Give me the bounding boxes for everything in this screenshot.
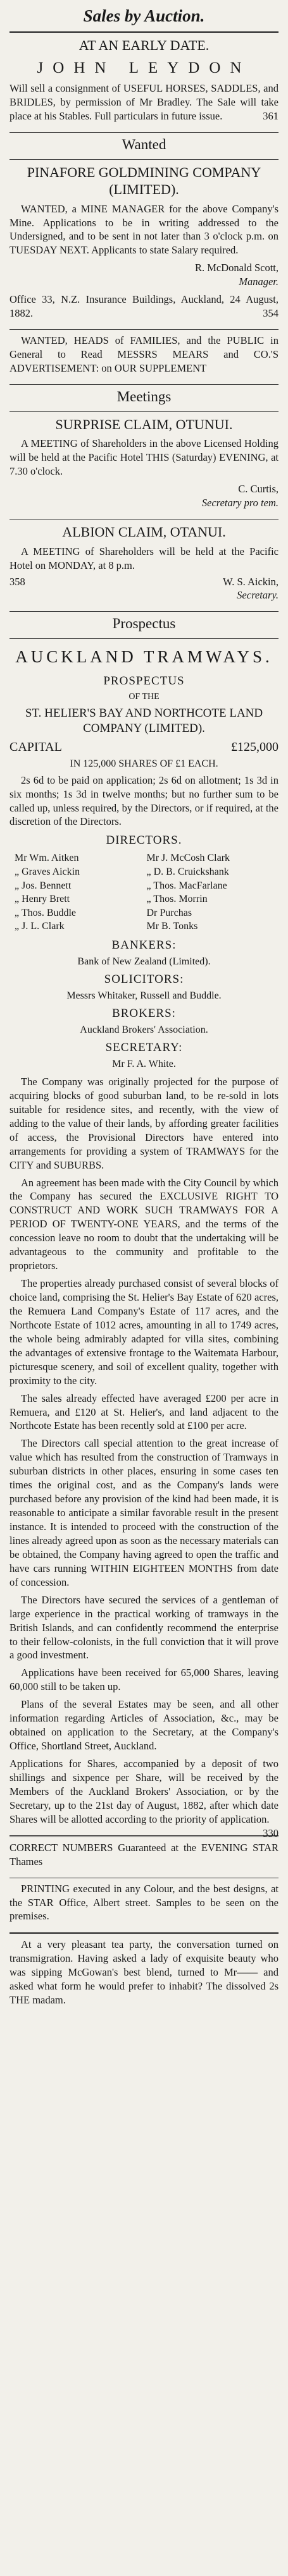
prospectus-paragraph: The Directors have secured the services of a gentleman of large experience in the practical working of tramways in the British Islands, and can confidently recommend the enterprise to their fellow-colonists, in the full conviction that it will prove a good investment. — [9, 1593, 279, 1662]
divider — [9, 159, 279, 160]
director: „ D. B. Cruickshank — [146, 866, 229, 877]
pinafore-advert — [9, 164, 279, 321]
shares-terms: 2s 6d to be paid on application; 2s 6d on allotment; 1s 3d in six months; 1s 3d in twelve months; but no further sum to be called up, unless required, by the Directors, or if required, at the discretion of the Directors. — [9, 774, 279, 828]
tramways-title: AUCKLAND TRAMWAYS. — [15, 647, 273, 667]
albion-ref: 358 — [9, 576, 25, 588]
bankers-heading: BANKERS: — [111, 938, 177, 952]
director: Mr Wm. Aitken — [15, 853, 79, 864]
families-advert — [9, 334, 279, 375]
closing-column — [9, 1938, 279, 2007]
closing-text: At a very pleasant tea party, the conversation turned on transmigration. Having asked a lady of exquisite beauty who was sipping McGowan's best blend, turned to Mr—— and asked what form he would prefer to inhabit? The dissolved 2s THE madam. — [9, 1938, 279, 2007]
director: „ Graves Aickin — [15, 866, 80, 877]
divider — [9, 31, 279, 33]
prospectus-paragraph: The Directors call special attention to the great increase of value which has resulted from the construction of Tramways in suburban districts in other places, ensuring in some cases ten times the original cost, and as the Company's lands were purchased before any provision of the kind had been made, it is reasonable to anticipate a similar favorable result in the present instance. It is intended to proceed with the construction of the lines already agreed upon as soon as the necessary materials can be obtained, the Company having agreed to open the traffic and have cars running WITHIN EIGHTEEN MONTHS from date of concession. — [9, 1437, 279, 1588]
divider — [9, 1835, 279, 1837]
surprise-role: Secretary pro tem. — [201, 497, 279, 509]
pinafore-text: WANTED, a MINE MANAGER for the above Company's Mine. Applications to be in writing addressed to the Undersigned, and to be sent in not later than 3 o'clock p.m. on TUESDAY NEXT. Applicants to state Salary required. — [9, 202, 279, 257]
section-band-wanted: Wanted — [122, 136, 166, 152]
pinafore-ref: 354 — [263, 307, 279, 320]
correct-numbers-advert — [9, 1841, 279, 1869]
albion-advert — [9, 523, 279, 602]
director: Mr J. McCosh Clark — [146, 853, 230, 864]
divider — [9, 638, 279, 639]
director: „ Thos. Buddle — [15, 907, 77, 918]
prospectus-paragraph: The sales already effected have averaged £200 per acre in Remuera, and £120 at St. Helier's, and land adjacent to the Northcote Estate has been recently sold at £100 per acre. — [9, 1392, 279, 1432]
printing-text: PRINTING executed in any Colour, and the best designs, at the STAR Office, Albert street. Samples to be seen on the premises. — [9, 1882, 279, 1923]
solicitors-heading: SOLICITORS: — [104, 972, 184, 986]
director: Mr B. Tonks — [146, 921, 198, 932]
albion-role: Secretary. — [237, 589, 279, 602]
directors-heading: DIRECTORS. — [106, 834, 182, 848]
section-band-prospectus: Prospectus — [112, 616, 176, 632]
prospectus-paragraph: Plans of the several Estates may be seen, and all other information regarding Articles of Association, &c., may be obtained on application to the Secretary, at the Company's Office, Shortland Street, Auckland. — [9, 1698, 279, 1753]
divider — [9, 384, 279, 385]
pinafore-signature: R. McDonald Scott, — [195, 262, 279, 274]
surprise-signature: C. Curtis, — [238, 483, 279, 495]
auctioneer-name: JOHN LEYDON — [37, 59, 251, 76]
director: Dr Purchas — [146, 907, 192, 918]
pinafore-address: Office 33, N.Z. Insurance Buildings, Auckland, 24 August, 1882. — [9, 293, 279, 320]
surprise-text: A MEETING of Shareholders in the above Licensed Holding will be held at the Pacific Hotel THIS (Saturday) EVENING, at 7.30 o'clock. — [9, 437, 279, 478]
section-title-sales: Sales by Auction. — [83, 6, 205, 25]
capital-value: £125,000 — [231, 739, 279, 754]
auction-ref: 361 — [263, 109, 279, 122]
surprise-title: SURPRISE CLAIM, OTUNUI. — [55, 416, 233, 432]
surprise-advert — [9, 416, 279, 510]
brokers-heading: BROKERS: — [112, 1006, 176, 1020]
brokers-value: Auckland Brokers' Association. — [80, 1024, 208, 1035]
divider — [9, 611, 279, 612]
divider — [9, 411, 279, 412]
of-the-label: OF THE — [128, 692, 160, 702]
prospectus-heading: PROSPECTUS — [103, 674, 185, 688]
prospectus-paragraph: The properties already purchased consist of several blocks of choice land, comprising the St. Helier's Bay Estate of 620 acres, the Remuera Land Company's Estate of 117 acres, and the Northcote Estate of 1012 acres, amounting in all to 1749 acres, the whole being admirably adapted for villa sites, combining the advantages of extensive frontage to the Waitemata Harbour, picturesque scenery, and soil of excellent quality, together with proximity to the city. — [9, 1277, 279, 1387]
section-band-meetings: Meetings — [116, 388, 172, 404]
divider — [9, 329, 279, 330]
company-name: ST. HELIER'S BAY AND NORTHCOTE LAND COMPANY (LIMITED). — [25, 707, 263, 735]
directors-list — [9, 851, 279, 933]
capital-row — [9, 740, 279, 755]
newspaper-page — [9, 0, 279, 2007]
tramways-prospectus — [9, 647, 279, 1839]
prospectus-paragraph: Applications for Shares, accompanied by a deposit of two shillings and sixpence per Share, will be received by the Members of the Auckland Brokers' Association, or by the Secretary, up to the 21st day of August, 1882, after which date Shares will be allotted according to the priority of application. — [9, 1758, 279, 1825]
albion-text: A MEETING of Shareholders will be held at the Pacific Hotel on MONDAY, at 8 p.m. — [9, 545, 279, 571]
director: „ Jos. Bennett — [15, 880, 72, 891]
prospectus-paragraph: Applications have been received for 65,000 Shares, leaving 60,000 still to be taken up. — [9, 1667, 279, 1693]
divider — [9, 1932, 279, 1934]
correct-numbers-text: CORRECT NUMBERS Guaranteed at the EVENING STAR Thames — [9, 1841, 279, 1868]
prospectus-paragraph: The Company was originally projected for the purpose of acquiring blocks of good suburban land, to be re-sold in lots suitable for residence sites, and recently, with the view of adding to the value of their lands, by affording greater facilities of access, the Provisional Directors have entered into arrangements for providing a system of TRAMWAYS for the CITY and SUBURBS. — [9, 1075, 279, 1171]
director: „ Henry Brett — [15, 894, 70, 905]
pinafore-role: Manager. — [239, 276, 279, 288]
divider — [9, 132, 279, 133]
auction-date: AT AN EARLY DATE. — [78, 37, 210, 53]
prospectus-paragraph: An agreement has been made with the City Council by which the Company has secured the EXCLUSIVE RIGHT TO CONSTRUCT AND WORK SUCH TRAMWAYS FOR A PERIOD OF TWENTY-ONE YEARS, and the terms of the concession leave no room to doubt that the undertaking will be advantageous to the community and profitable to the proprietors. — [9, 1176, 279, 1272]
prospectus-paragraph-last — [9, 1757, 279, 1839]
director: „ Thos. Morrin — [146, 894, 208, 905]
prospectus-ref: 330 — [263, 1826, 279, 1839]
families-text: WANTED, HEADS of FAMILIES, and the PUBLIC in General to Read MESSRS MEARS and CO.'S ADVERTISEMENT: on OUR SUPPLEMENT — [9, 334, 279, 374]
albion-sign-row — [9, 576, 279, 588]
printing-advert — [9, 1882, 279, 1924]
auction-body: Will sell a consignment of USEFUL HORSES, SADDLES, and BRIDLES, by permission of Mr Bradley. The Sale will take place at his Stables. Full particulars in future issue. — [9, 82, 279, 122]
solicitors-value: Messrs Whitaker, Russell and Buddle. — [66, 990, 222, 1001]
director: „ J. L. Clark — [15, 921, 65, 932]
capital-label: CAPITAL — [9, 739, 62, 754]
bankers-value: Bank of New Zealand (Limited). — [77, 956, 211, 967]
director: „ Thos. MacFarlane — [146, 880, 227, 891]
auction-advert — [9, 37, 279, 123]
pinafore-title: PINAFORE GOLDMINING COMPANY (LIMITED). — [27, 164, 261, 198]
secretary-heading: SECRETARY: — [105, 1040, 183, 1054]
pinafore-address-line — [9, 293, 279, 320]
shares-line: IN 125,000 SHARES OF £1 EACH. — [70, 758, 218, 769]
albion-signature: W. S. Aickin, — [223, 576, 279, 588]
auction-text — [9, 82, 279, 123]
albion-title: ALBION CLAIM, OTANUI. — [62, 524, 226, 540]
secretary-value: Mr F. A. White. — [112, 1058, 176, 1069]
